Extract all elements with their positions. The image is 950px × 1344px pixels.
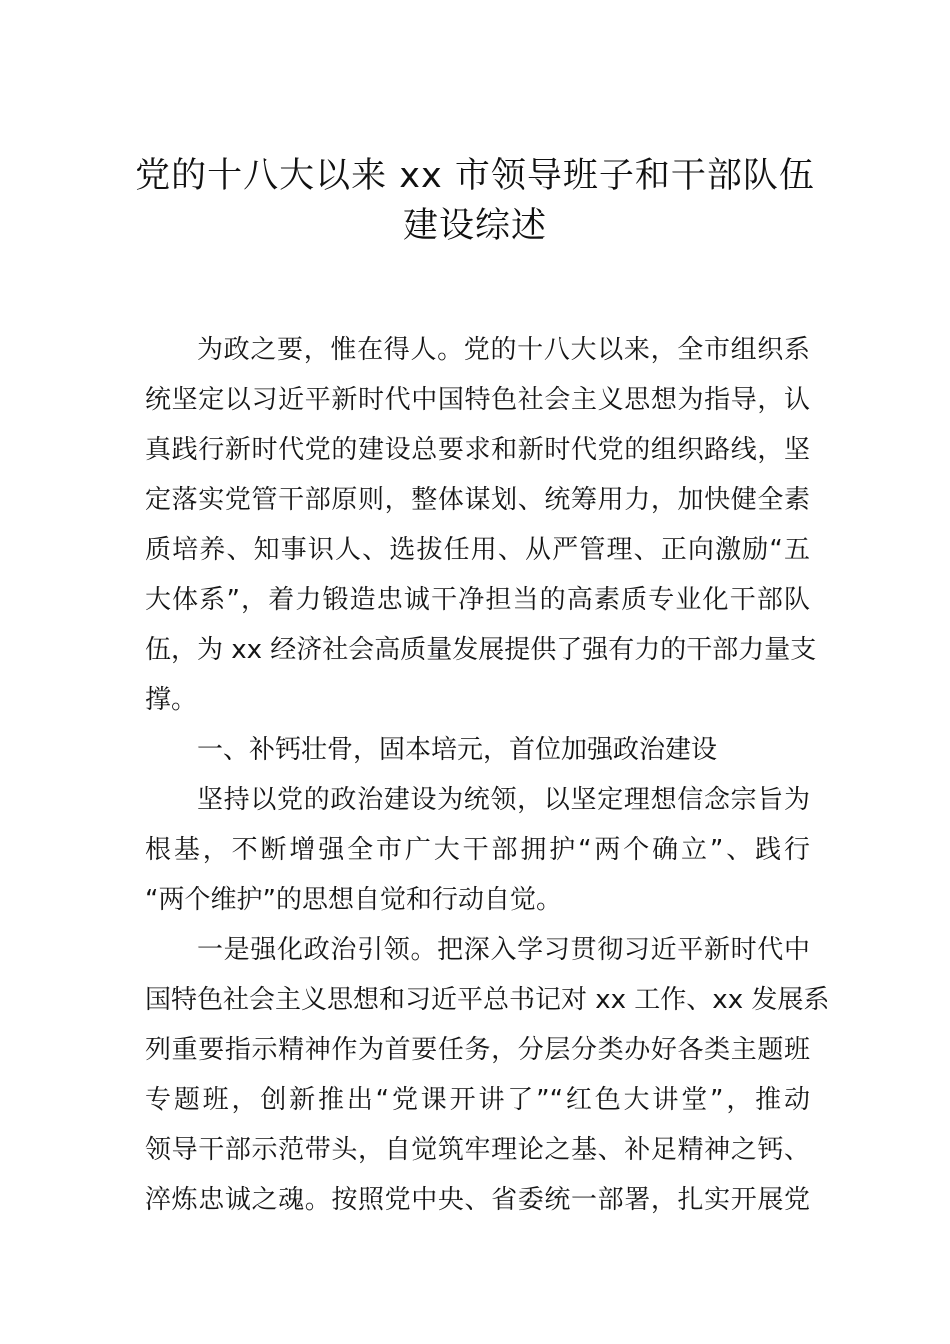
paragraph-line-13: 国特色社会主义思想和习近平总书记对 xx 工作、xx 发展系: [145, 985, 830, 1015]
paragraph-line-14: 列重要指示精神作为首要任务，分层分类办好各类主题班: [145, 1035, 810, 1065]
paragraph-line-2: 统坚定以习近平新时代中国特色社会主义思想为指导，认: [145, 385, 810, 415]
paragraph-line-3: 真践行新时代党的建设总要求和新时代党的组织路线，坚: [145, 435, 810, 465]
paragraph-line-4: 定落实党管干部原则，整体谋划、统筹用力，加快健全素: [145, 485, 810, 515]
paragraph-line-1: 为政之要，惟在得人。党的十八大以来，全市组织系: [197, 335, 810, 365]
document-title-line-1: 党的十八大以来 xx 市领导班子和干部队伍: [135, 156, 815, 196]
paragraph-line-9: 坚持以党的政治建设为统领，以坚定理想信念宗旨为: [197, 785, 810, 815]
paragraph-line-11: “两个维护”的思想自觉和行动自觉。: [145, 885, 562, 915]
paragraph-line-17: 淬炼忠诚之魂。按照党中央、省委统一部署，扎实开展党: [145, 1185, 810, 1215]
document-title-line-2: 建设综述: [402, 206, 547, 246]
paragraph-line-7: 伍，为 xx 经济社会高质量发展提供了强有力的干部力量支: [145, 635, 817, 665]
paragraph-line-15: 专题班，创新推出“党课开讲了”“红色大讲堂”，推动: [145, 1085, 810, 1115]
paragraph-line-5: 质培养、知事识人、选拔任用、从严管理、正向激励“五: [145, 535, 810, 565]
paragraph-line-16: 领导干部示范带头，自觉筑牢理论之基、补足精神之钙、: [145, 1135, 810, 1165]
section-heading: 一、补钙壮骨，固本培元，首位加强政治建设: [197, 735, 718, 765]
paragraph-line-6: 大体系”，着力锻造忠诚干净担当的高素质专业化干部队: [145, 585, 810, 615]
paragraph-line-12: 一是强化政治引领。把深入学习贯彻习近平新时代中: [197, 935, 810, 965]
paragraph-line-10: 根基，不断增强全市广大干部拥护“两个确立”、践行: [145, 835, 810, 865]
paragraph-line-8: 撑。: [145, 685, 198, 715]
